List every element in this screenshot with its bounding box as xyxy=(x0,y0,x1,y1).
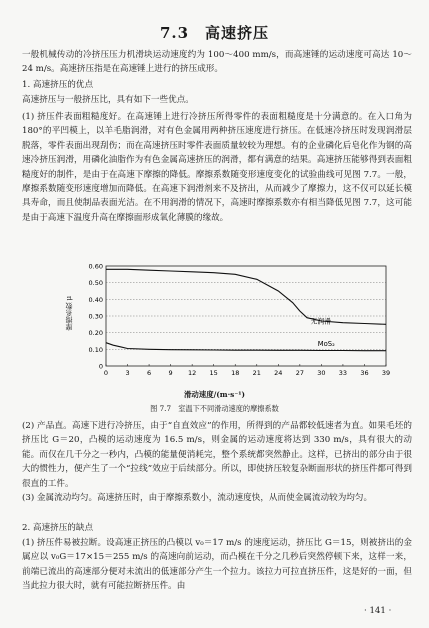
x-tick-label: 30 xyxy=(317,369,326,377)
x-tick-label: 33 xyxy=(338,369,348,377)
y-tick-label: 0.10 xyxy=(88,345,103,354)
x-tick-label: 24 xyxy=(274,369,283,377)
page-number: · 141 · xyxy=(364,606,392,616)
series-label: 无润滑 xyxy=(310,317,332,326)
x-tick-label: 36 xyxy=(360,369,369,377)
heading-advantages: 1. 高速挤压的优点 xyxy=(22,80,94,90)
x-tick-label: 6 xyxy=(147,369,152,377)
y-axis-title: 摩擦系数 μ xyxy=(65,296,73,331)
y-tick-label: 0.40 xyxy=(88,295,103,304)
y-tick-label: 0.50 xyxy=(88,279,103,288)
x-tick-label: 0 xyxy=(103,369,109,377)
y-tick-label: 0 xyxy=(98,362,103,371)
paragraph-advantages-intro: 高速挤压与一般挤压比，具有如下一些优点。 xyxy=(22,95,194,105)
paragraph-straightness: (2) 产品直。高速下进行冷挤压，由于“自直效应”的作用，所得到的产品都较低速者为直。如果毛坯的挤压比 G＝20，凸模的运动速度为 16.5 m/s，则金属的运动速度将达到 330 m/s，具有很大的动能。而仅在几千分之一秒内，凸模的能量便消耗完，整个系统都突然静止。这样，已挤出的部分由于很大的惯性力，便产生了一个“拉线”效应于后续部分。所以，即使挤压较复杂断面形状的挤压件都可得到很直的工件。 xyxy=(22,421,412,489)
figure-caption: 图 7.7 室温下不同滑动速度的摩擦系数 xyxy=(150,404,279,413)
x-tick-label: 27 xyxy=(295,369,304,377)
paragraph-surface-quality: (1) 挤压件表面粗糙度好。在高速锤上进行冷挤压所得零件的表面粗糙度是十分满意的。在入口角为 180°的平凹模上，以羊毛脂润滑，对有色金属用两种挤压速度进行挤压。在低速冷挤压时发现润滑层脱落，零件表面出现刮伤；而在高速挤压时零件表面质量较较为理想。有的企业磷化后皂化作为钢的高速冷挤压润滑，用磷化油脂作为有色金属高速挤压的润滑，都有满意的结果。高速挤压能够得到表面粗糙度好的制件，是由于在高速下摩擦的降低。摩擦系数随变形速度变化的试验曲线可见图 7.7。一般，摩擦系数随变形速度增加而降低。在高速下润滑剂来不及挤出，从而减少了摩擦力，这不仅可以延长模具寿命，而且使制品表面光洁。在不用润滑的情况下，高速时摩擦系数亦有相当降低见图 7.7，这可能是由于高速下温度升高在摩擦面形成氧化薄膜的缘故。 xyxy=(22,112,412,223)
x-tick-label: 21 xyxy=(252,369,261,377)
series-label: MoS₂ xyxy=(317,340,335,348)
heading-disadvantages: 2. 高速挤压的缺点 xyxy=(22,523,94,533)
paragraph-breakage: (1) 挤压件易被拉断。设高速正挤压的凸模以 v₀＝17 m/s 的速度运动，挤压比 G＝15，则被挤出的金属应以 v₀G＝17×15＝255 m/s 的高速向前运动，而凸模在千分之几秒后突然停顿下来，这样一来，前端已流出的高速部分便对未流出的低速部分产生一个拉力。该拉力可拉直挤压件，这是好的一面，但当此拉力很大时，就有可能拉断挤压件。由 xyxy=(22,538,412,592)
section-title: 7.3 高速挤压 xyxy=(159,24,270,42)
x-tick-label: 15 xyxy=(209,369,218,377)
paragraph-intro: 一般机械传动的冷挤压压力机滑块运动速度约为 100～400 mm/s，而高速锤的运动速度可高达 10～24 m/s。高速挤压指是在高速锤上进行的挤压成形。 xyxy=(22,50,412,75)
friction-chart xyxy=(68,262,398,386)
y-tick-label: 0.30 xyxy=(88,312,103,321)
x-tick-label: 9 xyxy=(168,369,173,377)
paragraph-uniform-flow: (3) 金属流动均匀。高速挤压时，由于摩擦系数小，流动速度快，从而使金属流动较为均匀。 xyxy=(22,493,373,503)
x-tick-label: 3 xyxy=(125,369,130,377)
x-axis-title: 滑动速度/(m·s⁻¹) xyxy=(184,390,245,399)
y-tick-label: 0.20 xyxy=(88,329,103,338)
x-tick-label: 18 xyxy=(231,369,240,377)
x-tick-label: 12 xyxy=(188,369,197,377)
y-tick-label: 0.60 xyxy=(88,262,103,271)
x-tick-label: 39 xyxy=(381,369,391,377)
